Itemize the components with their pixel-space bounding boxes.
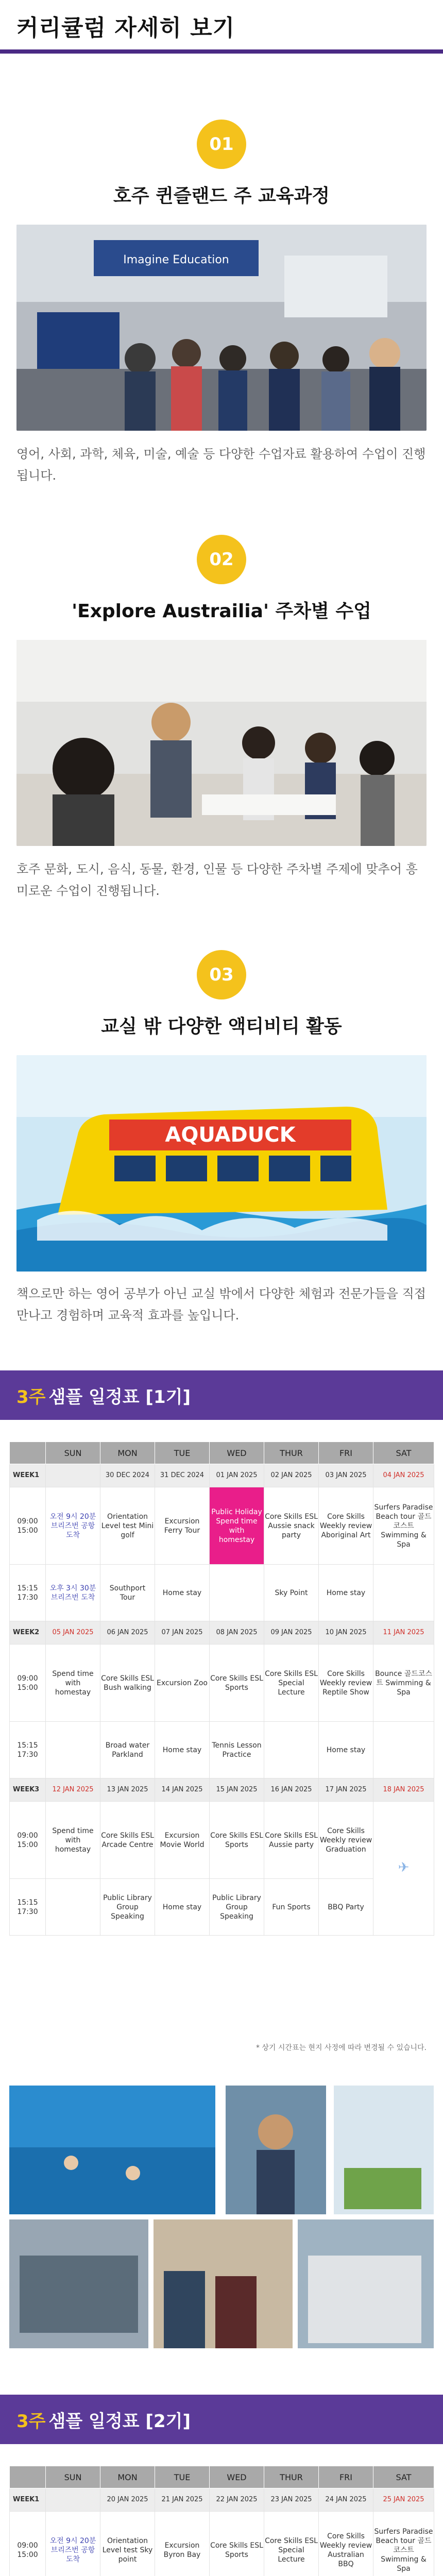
date-cell: 13 JAN 2025: [100, 1778, 155, 1802]
schedule-cell: Core Skills Weekly review Australian BBQ: [319, 2512, 373, 2576]
date-cell: 31 DEC 2024: [155, 1464, 210, 1487]
schedule-cell: BBQ Party: [319, 1879, 373, 1936]
time-cell: 09:00 15:00: [10, 1802, 46, 1879]
date-cell: 25 JAN 2025: [373, 2488, 434, 2512]
schedule-cell: Public Library Group Speaking: [210, 1879, 264, 1936]
schedule-cell: Orientation Level test Sky point: [100, 2512, 155, 2576]
schedule-1-banner: [0, 1370, 443, 1420]
schedule-cell: Core Skills ESL Aussie snack party: [264, 1487, 319, 1565]
schedule-cell: Home stay: [319, 1565, 373, 1621]
time-cell: 09:00 15:00: [10, 1645, 46, 1722]
schedule-cell: Public Holiday Spend time with homestay: [210, 1487, 264, 1565]
schedule-cell: Surfers Paradise Beach tour 골드코스트 Swimming & Spa: [373, 2512, 434, 2576]
header-cell: MON: [100, 2466, 155, 2488]
schedule-1-note: * 상기 시간표는 현지 사정에 따라 변경될 수 있습니다.: [255, 2044, 427, 2052]
schedule-cell: Tennis Lesson Practice: [210, 1722, 264, 1778]
schedule-cell: Excursion Movie World: [155, 1802, 210, 1879]
header-cell: WED: [210, 1442, 264, 1464]
section-2-number-badge: 02: [197, 535, 246, 584]
classroom-image: [16, 225, 427, 431]
date-cell: 08 JAN 2025: [210, 1621, 264, 1645]
schedule-cell: Core Skills ESL Sports: [210, 1645, 264, 1722]
schedule-cell: 오전 9시 20분 브리즈번 공항 도착: [46, 2512, 100, 2576]
schedule-cell: [264, 1722, 319, 1778]
week-label: WEEK1: [10, 2488, 46, 2512]
section-3-aquaduck-photo: [16, 1055, 427, 1272]
date-cell: 10 JAN 2025: [319, 1621, 373, 1645]
schedule-2-banner: [0, 2395, 443, 2444]
schedule-cell: Excursion Ferry Tour: [155, 1487, 210, 1565]
schedule-cell: Home stay: [155, 1565, 210, 1621]
header-cell: THUR: [264, 1442, 319, 1464]
schedule-cell: Public Library Group Speaking: [100, 1879, 155, 1936]
section-2-description: 호주 문화, 도시, 음식, 동물, 환경, 인물 등 다양한 주차별 주제에 맞추어 흥미로운 수업이 진행됩니다.: [16, 862, 418, 898]
header-cell: SAT: [373, 1442, 434, 1464]
week-label: WEEK2: [10, 1621, 46, 1645]
title-underline: [0, 49, 443, 54]
date-cell: 03 JAN 2025: [319, 1464, 373, 1487]
time-cell: 15:15 17:30: [10, 1565, 46, 1621]
date-cell: 22 JAN 2025: [210, 2488, 264, 2512]
schedule-2-title: 샘플 일정표 [2기]: [48, 2411, 191, 2432]
date-cell: 01 JAN 2025: [210, 1464, 264, 1487]
section-3-title: 교실 밖 다양한 액티비티 활동: [101, 1016, 342, 1037]
schedule-cell: [210, 1565, 264, 1621]
schedule-1-title: 샘플 일정표 [1기]: [48, 1386, 191, 1408]
date-cell: 30 DEC 2024: [100, 1464, 155, 1487]
date-cell: [46, 1464, 100, 1487]
schedule-1-photo-grid: [9, 2086, 434, 2348]
date-cell: 18 JAN 2025: [373, 1778, 434, 1802]
header-cell: TUE: [155, 1442, 210, 1464]
section-3-description: 책으로만 하는 영어 공부가 아닌 교실 밖에서 다양한 체험과 전문가들을 직접 만나고 경험하며 교육적 효과를 높입니다.: [16, 1286, 426, 1323]
schedule-cell: Excursion Zoo: [155, 1645, 210, 1722]
schedule-cell: Spend time with homestay: [46, 1645, 100, 1722]
schedule-cell: Core Skills Weekly review Aboriginal Art: [319, 1487, 373, 1565]
schedule-cell: Core Skills ESL Aussie party: [264, 1802, 319, 1879]
header-cell: MON: [100, 1442, 155, 1464]
header-cell: [10, 1442, 46, 1464]
header-cell: [10, 2466, 46, 2488]
classroom-image-2: [16, 640, 427, 846]
date-cell: 05 JAN 2025: [46, 1621, 100, 1645]
date-cell: 24 JAN 2025: [319, 2488, 373, 2512]
date-cell: 16 JAN 2025: [264, 1778, 319, 1802]
schedule-cell: Core Skills ESL Special Lecture: [264, 2512, 319, 2576]
week-label: WEEK3: [10, 1778, 46, 1802]
page-title: 커리큘럼 자세히 보기: [16, 15, 235, 41]
schedule-cell: Core Skills ESL Arcade Centre: [100, 1802, 155, 1879]
date-cell: 06 JAN 2025: [100, 1621, 155, 1645]
date-cell: 09 JAN 2025: [264, 1621, 319, 1645]
date-cell: 11 JAN 2025: [373, 1621, 434, 1645]
date-cell: 07 JAN 2025: [155, 1621, 210, 1645]
schedule-cell: 오전 9시 20분 브리즈번 공항 도착: [46, 1487, 100, 1565]
schedule-cell: [46, 1879, 100, 1936]
schedule-cell: Orientation Level test Mini golf: [100, 1487, 155, 1565]
aquaduck-sign-text: AQUADUCK: [165, 1123, 296, 1147]
time-cell: 15:15 17:30: [10, 1722, 46, 1778]
schedule-cell: Core Skills ESL Sports: [210, 1802, 264, 1879]
schedule-1-table: [9, 1442, 434, 1936]
section-1-number-badge: 01: [197, 120, 246, 169]
header-cell: SUN: [46, 2466, 100, 2488]
date-cell: 17 JAN 2025: [319, 1778, 373, 1802]
time-cell: 09:00 15:00: [10, 1487, 46, 1565]
date-cell: 23 JAN 2025: [264, 2488, 319, 2512]
week-label: WEEK1: [10, 1464, 46, 1487]
date-cell: 12 JAN 2025: [46, 1778, 100, 1802]
time-cell: 15:15 17:30: [10, 1879, 46, 1936]
date-cell: 20 JAN 2025: [100, 2488, 155, 2512]
departure-cell: [373, 1802, 434, 1936]
header-cell: FRI: [319, 2466, 373, 2488]
schedule-cell: Core Skills ESL Sports: [210, 2512, 264, 2576]
schedule-cell: Surfers Paradise Beach tour 골드코스트 Swimming & Spa: [373, 1487, 434, 1565]
date-cell: 15 JAN 2025: [210, 1778, 264, 1802]
schedule-2-title-highlight: 3주: [16, 2411, 46, 2432]
schedule-1-title-highlight: 3주: [16, 1386, 46, 1408]
schedule-cell: Bounce 골드코스트 Swimming & Spa: [373, 1645, 434, 1722]
schedule-cell: Core Skills Weekly review Graduation: [319, 1802, 373, 1879]
photo-sign-text: Imagine Education: [123, 253, 229, 266]
schedule-cell: [46, 1722, 100, 1778]
schedule-cell: Broad water Parkland: [100, 1722, 155, 1778]
date-cell: 21 JAN 2025: [155, 2488, 210, 2512]
schedule-cell: Home stay: [155, 1879, 210, 1936]
header-cell: FRI: [319, 1442, 373, 1464]
schedule-cell: Core Skills Weekly review Reptile Show: [319, 1645, 373, 1722]
schedule-cell: Core Skills ESL Bush walking: [100, 1645, 155, 1722]
schedule-cell: 오후 3시 30분 브리즈번 도착: [46, 1565, 100, 1621]
header-cell: SUN: [46, 1442, 100, 1464]
aquaduck-image: [16, 1055, 427, 1272]
schedule-cell: Home stay: [319, 1722, 373, 1778]
time-cell: 09:00 15:00: [10, 2512, 46, 2576]
schedule-cell: Core Skills ESL Special Lecture: [264, 1645, 319, 1722]
schedule-cell: Southport Tour: [100, 1565, 155, 1621]
schedule-cell: [373, 1565, 434, 1621]
schedule-cell: Sky Point: [264, 1565, 319, 1621]
header-cell: TUE: [155, 2466, 210, 2488]
date-cell: [46, 2488, 100, 2512]
section-2-title: 'Explore Austrailia' 주차별 수업: [72, 601, 371, 622]
airplane-icon: ✈: [398, 1859, 410, 1875]
schedule-cell: [373, 1722, 434, 1778]
header-cell: THUR: [264, 2466, 319, 2488]
header-cell: WED: [210, 2466, 264, 2488]
section-1-title: 호주 퀸즐랜드 주 교육과정: [113, 185, 330, 207]
date-cell: 02 JAN 2025: [264, 1464, 319, 1487]
header-cell: SAT: [373, 2466, 434, 2488]
schedule-2-table: [9, 2466, 434, 2576]
section-2-class-photo: [16, 640, 427, 846]
schedule-cell: Excursion Byron Bay: [155, 2512, 210, 2576]
schedule-cell: Home stay: [155, 1722, 210, 1778]
schedule-cell: Fun Sports: [264, 1879, 319, 1936]
date-cell: 14 JAN 2025: [155, 1778, 210, 1802]
section-3-number-badge: 03: [197, 950, 246, 999]
section-1-description: 영어, 사회, 과학, 체육, 미술, 예술 등 다양한 수업자료 활용하여 수업이 진행됩니다.: [16, 447, 426, 483]
schedule-cell: Spend time with homestay: [46, 1802, 100, 1879]
section-1-classroom-photo: [16, 225, 427, 431]
activity-photos-1: [9, 2086, 434, 2348]
date-cell: 04 JAN 2025: [373, 1464, 434, 1487]
